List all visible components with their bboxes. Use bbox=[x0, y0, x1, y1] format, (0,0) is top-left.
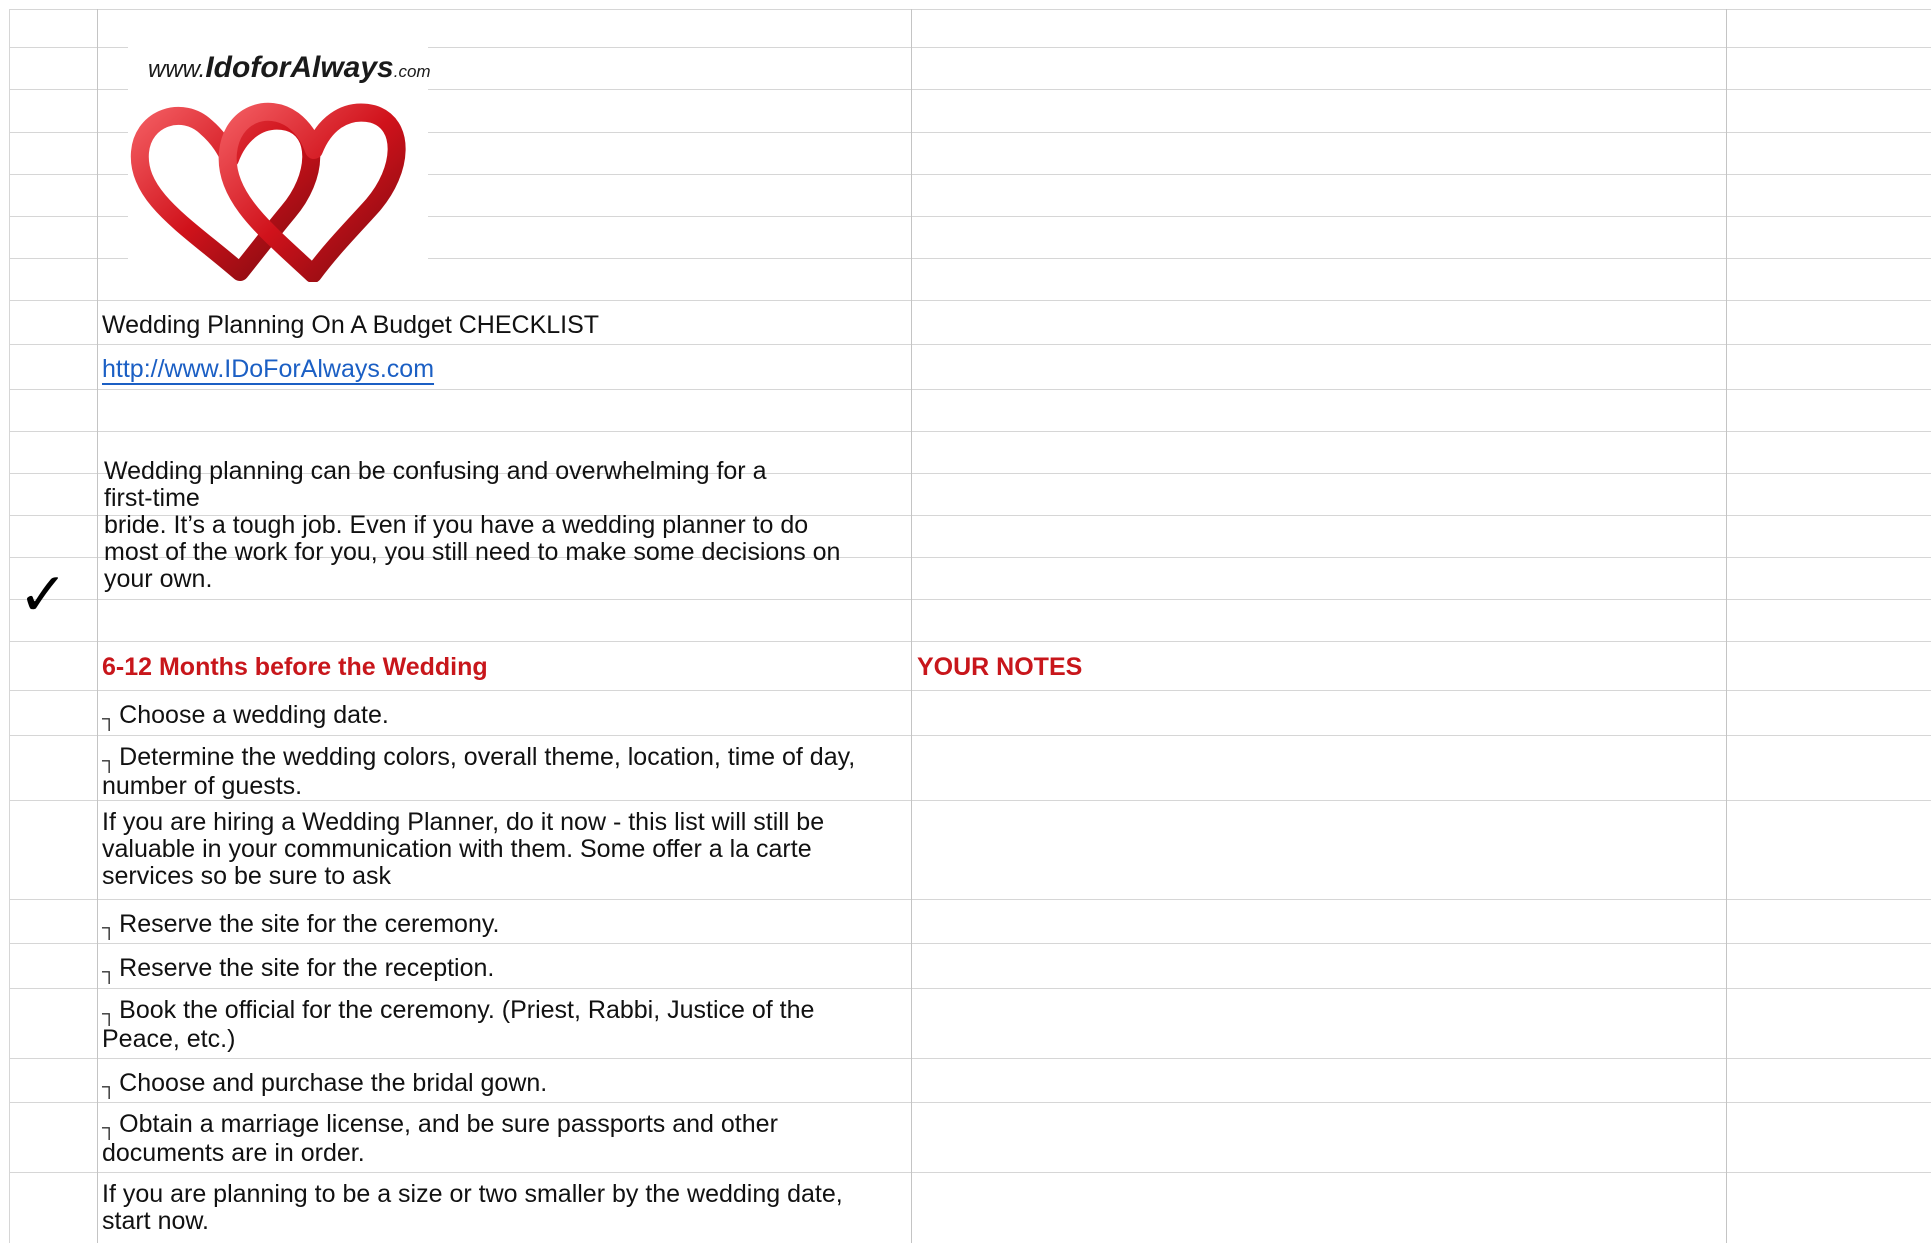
checklist-item-label: Choose and purchase the bridal gown. bbox=[119, 1069, 548, 1097]
checklist-item bbox=[102, 946, 907, 992]
checklist-item-label: Choose a wedding date. bbox=[119, 701, 389, 729]
checkbox-icon[interactable]: ┐ bbox=[102, 1076, 117, 1098]
gridline bbox=[9, 899, 1931, 900]
gridline bbox=[9, 599, 1931, 600]
checkbox-icon[interactable]: ┐ bbox=[102, 961, 117, 983]
checkbox-icon[interactable]: ┐ bbox=[102, 1003, 117, 1025]
checklist-item bbox=[102, 1111, 907, 1167]
section-heading: 6-12 Months before the Wedding bbox=[102, 653, 488, 681]
logo bbox=[128, 47, 431, 282]
checklist-item-label: If you are hiring a Wedding Planner, do it now - this list will still be valuable in your communication with them. Some offer a la carte services so be sure to ask bbox=[102, 808, 825, 890]
logo-text: www.IdoforAlways.com bbox=[148, 51, 431, 84]
checklist-item bbox=[102, 744, 907, 800]
checklist-item-label: Reserve the site for the reception. bbox=[119, 954, 495, 982]
gridline bbox=[911, 9, 912, 1243]
notes-heading: YOUR NOTES bbox=[917, 653, 1083, 681]
gridline bbox=[9, 800, 1931, 801]
checklist-item-label: Determine the wedding colors, overall theme, location, time of day, number of guests. bbox=[102, 743, 856, 800]
checkbox-icon[interactable]: ┐ bbox=[102, 1117, 117, 1139]
checklist-item bbox=[102, 997, 907, 1053]
checklist-item bbox=[102, 1061, 907, 1107]
gridline bbox=[9, 431, 1931, 432]
gridline bbox=[1726, 9, 1727, 1243]
checkbox-icon[interactable]: ┐ bbox=[102, 917, 117, 939]
checklist-item-label: If you are planning to be a size or two smaller by the wedding date, start now. bbox=[102, 1180, 843, 1235]
page-title: Wedding Planning On A Budget CHECKLIST bbox=[102, 311, 600, 339]
gridline bbox=[9, 690, 1931, 691]
checklist-item-label: Reserve the site for the ceremony. bbox=[119, 910, 500, 938]
gridline bbox=[97, 9, 98, 1243]
intro-text: Wedding planning can be confusing and overwhelming for a first-time bride. It’s a tough job. Even if you have a wedding planner to do most of the work for you, you still need to make some decisions on your own. bbox=[104, 457, 841, 593]
checklist-item-label: Obtain a marriage license, and be sure passports and other documents are in order. bbox=[102, 1110, 778, 1167]
gridline bbox=[9, 1172, 1931, 1173]
checklist-item bbox=[102, 1181, 907, 1235]
hearts-icon bbox=[128, 47, 428, 282]
checklist-item bbox=[102, 902, 907, 948]
checklist-item-label: Book the official for the ceremony. (Priest, Rabbi, Justice of the Peace, etc.) bbox=[102, 996, 815, 1053]
checkbox-icon[interactable]: ┐ bbox=[102, 708, 117, 730]
gridline bbox=[9, 300, 1931, 301]
gridline bbox=[9, 1058, 1931, 1059]
website-link[interactable]: http://www.IDoForAlways.com bbox=[102, 355, 435, 383]
checklist-item bbox=[102, 693, 907, 739]
checklist-item bbox=[102, 809, 907, 890]
checkbox-icon[interactable]: ┐ bbox=[102, 750, 117, 772]
gridline bbox=[9, 9, 1931, 10]
gridline bbox=[9, 9, 10, 1243]
checkmark-icon: ✓ bbox=[18, 561, 69, 628]
gridline bbox=[9, 641, 1931, 642]
